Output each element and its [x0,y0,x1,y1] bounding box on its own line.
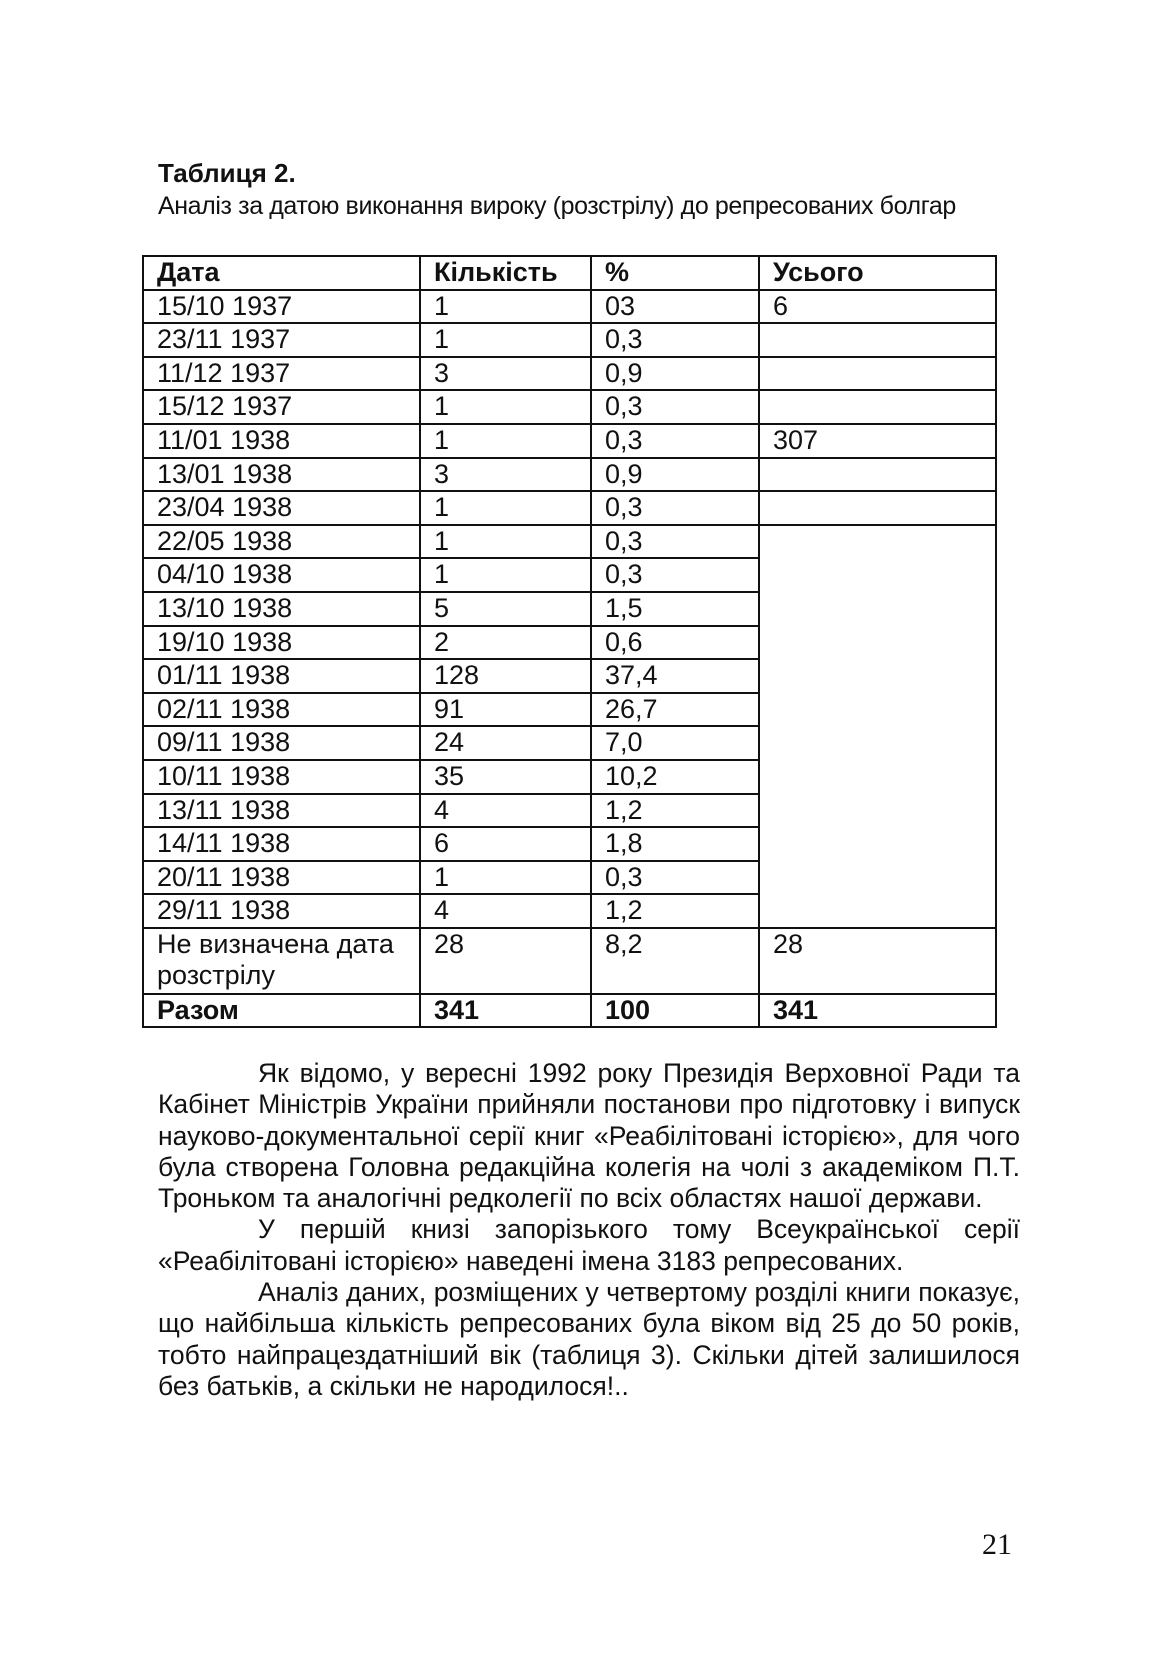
table-row-undefined-date [143,928,996,994]
cell-date: 01/11 1938 [143,659,420,693]
cell-percent: 0,3 [591,558,759,592]
cell-count: 3 [420,458,591,492]
cell-date: 04/10 1938 [143,558,420,592]
cell-percent: 0,3 [591,861,759,895]
cell-date: 29/11 1938 [143,894,420,928]
cell-date: 11/01 1938 [143,424,420,458]
cell-total [759,323,996,357]
cell-count: 1 [420,491,591,525]
cell-total [759,357,996,391]
cell-total-label: Разом [143,994,420,1028]
paragraph: Аналіз даних, розміщених у четвертому розділі книги показує, що найбільша кількість репресованих була віком від 25 до 50 років, тобто найпрацездатніший вік (таблиця 3). Скільки дітей залишилося без батьків, а скільки не народилося!.. [158,1277,1020,1401]
cell-percent: 1,2 [591,894,759,928]
table-caption-subtitle: Аналіз за датою виконання вироку (розстрілу) до репресованих болгар [158,192,956,220]
cell-date: 09/11 1938 [143,726,420,760]
cell-count: 1 [420,290,591,324]
table-row [143,323,996,357]
cell-date: 23/11 1937 [143,323,420,357]
cell-total [759,491,996,525]
header-date: Дата [143,256,420,290]
cell-total [759,390,996,424]
cell-percent: 100 [591,994,759,1028]
cell-percent: 0,6 [591,626,759,660]
header-percent: % [591,256,759,290]
cell-percent: 37,4 [591,659,759,693]
cell-date: 20/11 1938 [143,861,420,895]
table-row [143,357,996,391]
table-row [143,390,996,424]
table-total-row [143,994,996,1028]
cell-total [759,458,996,492]
cell-date: 02/11 1938 [143,693,420,727]
cell-count: 4 [420,794,591,828]
cell-count: 1 [420,424,591,458]
cell-total: 307 [759,424,996,458]
cell-count: 1 [420,390,591,424]
cell-date: 10/11 1938 [143,760,420,794]
table-row [143,458,996,492]
cell-total: 6 [759,290,996,324]
cell-percent: 7,0 [591,726,759,760]
cell-count: 4 [420,894,591,928]
cell-date: 15/10 1937 [143,290,420,324]
cell-count: 6 [420,827,591,861]
cell-percent: 0,3 [591,424,759,458]
cell-count: 1 [420,525,591,559]
cell-count: 91 [420,693,591,727]
cell-percent: 0,3 [591,491,759,525]
table-row [143,525,996,559]
paragraph: У першій книзі запорізького тому Всеукраїнської серії «Реабілітовані історією» наведені імена 3183 репресованих. [158,1214,1020,1276]
cell-date: 13/10 1938 [143,592,420,626]
cell-percent: 8,2 [591,928,759,994]
cell-percent: 1,2 [591,794,759,828]
cell-date: 11/12 1937 [143,357,420,391]
cell-count: 5 [420,592,591,626]
cell-count: 35 [420,760,591,794]
body-text [158,1058,1020,1402]
table-header-row [143,256,996,290]
cell-total: 341 [759,994,996,1028]
cell-total-merged [759,525,996,928]
cell-percent: 0,3 [591,390,759,424]
table-caption-title: Таблиця 2. [158,158,296,188]
page-number: 21 [982,1528,1012,1561]
cell-count: 2 [420,626,591,660]
execution-dates-table [142,255,997,1028]
cell-percent: 1,5 [591,592,759,626]
paragraph: Як відомо, у вересні 1992 року Президія Верховної Ради та Кабінет Міністрів України прийняли постанови про підготовку і випуск науково-документальної серії книг «Реабілітовані історією», для чого була створена Головна редакційна колегія на чолі з академіком П.Т. Троньком та аналогічні редколегії по всіх областях нашої держави. [158,1058,1020,1214]
cell-date: 23/04 1938 [143,491,420,525]
cell-count: 28 [420,928,591,994]
header-total: Усього [759,256,996,290]
cell-percent: 0,9 [591,357,759,391]
cell-count: 1 [420,558,591,592]
cell-count: 1 [420,861,591,895]
cell-date: 15/12 1937 [143,390,420,424]
cell-percent: 10,2 [591,760,759,794]
cell-date: 14/11 1938 [143,827,420,861]
cell-date: 22/05 1938 [143,525,420,559]
table-row [143,424,996,458]
cell-percent: 03 [591,290,759,324]
table-row [143,491,996,525]
cell-count: 24 [420,726,591,760]
table-row [143,290,996,324]
cell-percent: 1,8 [591,827,759,861]
cell-count: 128 [420,659,591,693]
cell-total: 28 [759,928,996,994]
cell-percent: 26,7 [591,693,759,727]
cell-date: 13/11 1938 [143,794,420,828]
cell-count: 3 [420,357,591,391]
cell-percent: 0,9 [591,458,759,492]
cell-count: 341 [420,994,591,1028]
cell-count: 1 [420,323,591,357]
cell-date: 13/01 1938 [143,458,420,492]
cell-percent: 0,3 [591,525,759,559]
header-count: Кількість [420,256,591,290]
cell-percent: 0,3 [591,323,759,357]
cell-date: Не визначена дата розстрілу [143,928,420,994]
cell-date: 19/10 1938 [143,626,420,660]
